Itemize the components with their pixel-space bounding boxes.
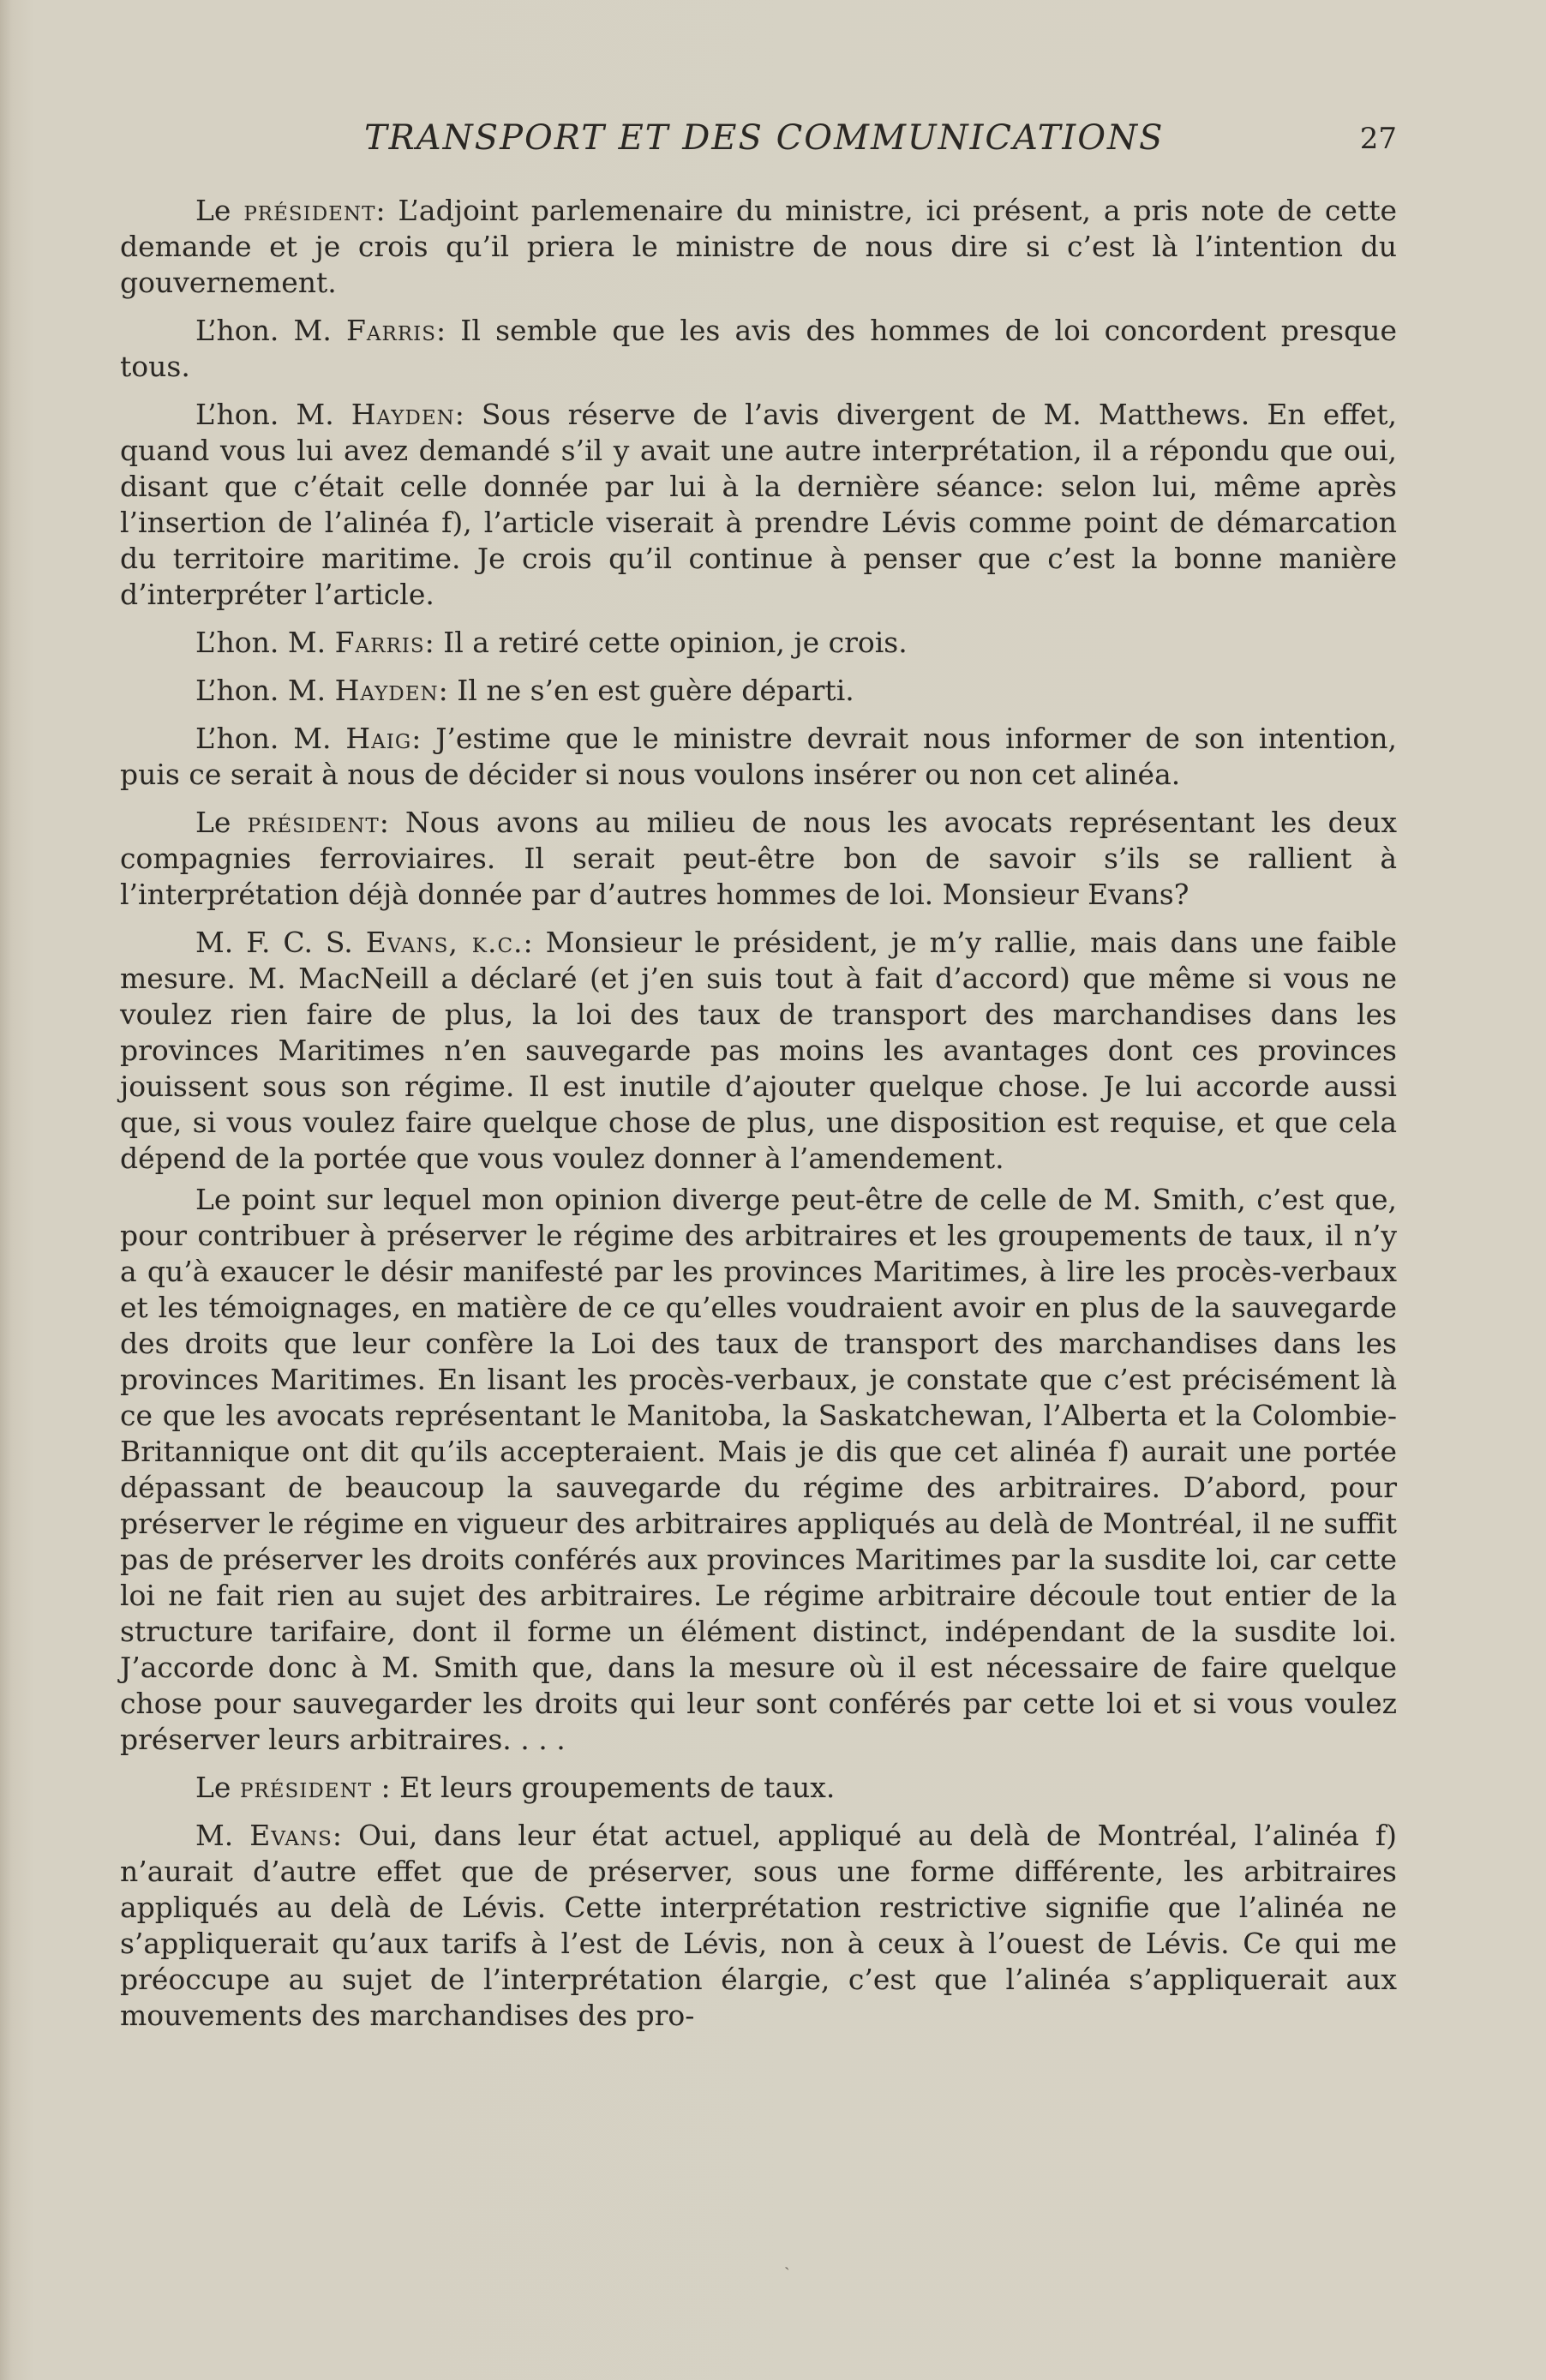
page-number: 27 xyxy=(1359,122,1397,156)
paragraph xyxy=(120,313,1397,385)
speaker-prefix: L’hon. M. xyxy=(195,626,335,659)
paragraph xyxy=(120,1182,1397,1758)
speaker-name: Farris xyxy=(334,626,425,659)
speaker-prefix: L’hon. M. xyxy=(195,722,346,755)
paragraph xyxy=(120,721,1397,793)
paragraph-text: : Et leurs groupements de taux. xyxy=(372,1771,836,1804)
speaker-prefix: Le xyxy=(195,806,248,839)
speaker-prefix: L’hon. M. xyxy=(195,314,347,347)
paragraph-text: : Il a retiré cette opinion, je crois. xyxy=(424,626,908,659)
paragraph-text: : Sous réserve de l’avis divergent de M. Matthews. En effet, quand vous lui avez demandé s’il y avait une autre interprétation, il a répondu que oui, disant que c’était celle donnée par lui à la dernière séance: selon lui, même après l’insertion de l’alinéa f), l’article viserait à prendre Lévis comme point de démarcation du territoire maritime. Je crois qu’il continue à penser que c’est la bonne manière d’interpréter l’article. xyxy=(120,398,1397,611)
paragraph xyxy=(120,193,1397,301)
speaker-name: Hayden xyxy=(334,674,439,707)
page-header xyxy=(120,118,1397,170)
speaker-name: président xyxy=(243,194,376,227)
paragraph-text: : L’adjoint parlemenaire du ministre, ici présent, a pris note de cette demande et je crois qu’il priera le ministre de nous dire si c’est là l’intention du gouvernement. xyxy=(120,194,1397,299)
paragraph xyxy=(120,1770,1397,1806)
speaker-prefix: M. xyxy=(195,1819,250,1852)
speaker-name: Evans xyxy=(249,1819,333,1852)
paragraph xyxy=(120,1818,1397,2034)
speaker-name: Farris xyxy=(346,314,436,347)
speaker-prefix: Le xyxy=(195,1771,240,1804)
speaker-name: Evans, k.c. xyxy=(365,926,524,959)
paragraph-text: : J’estime que le ministre devrait nous informer de son intention, puis ce serait à nous de décider si nous voulons insérer ou non cet alinéa. xyxy=(120,722,1397,791)
paragraph xyxy=(120,625,1397,661)
paragraph-text: Le point sur lequel mon opinion diverge peut-être de celle de M. Smith, c’est que, pour contribuer à préserver le régime des arbitraires et les groupements de taux, il n’y a qu’à exaucer le désir manifesté par les provinces Maritimes, à lire les procès-verbaux et les témoignages, en matière de ce qu’elles voudraient avoir en plus de la sauvegarde des droits que leur confère la Loi des taux de transport des marchandises dans les provinces Maritimes. En lisant les procès-verbaux, je constate que c’est précisément là ce que les avocats représentant le Manitoba, la Saskatchewan, l’Alberta et la Colombie-Britannique ont dit qu’ils accepteraient. Mais je dis que cet alinéa f) aurait une portée dépassant de beaucoup la sauvegarde du régime des arbitraires. D’abord, pour préserver le régime en vigueur des arbitraires appliqués au delà de Montréal, il ne suffit pas de préserver les droits conférés aux provinces Maritimes par la susdite loi, car cette loi ne fait rien au sujet des arbitraires. Le régime arbitraire découle tout entier de la structure tarifaire, dont il forme un élément distinct, indépendant de la susdite loi. J’accorde donc à M. Smith que, dans la mesure où il est nécessaire de faire quelque chose pour sauvegarder les droits qui leur sont conférés par cette loi et si vous voulez préserver leurs arbitraires. . . . xyxy=(120,1183,1397,1756)
paragraph-text: : Il semble que les avis des hommes de loi concordent presque tous. xyxy=(120,314,1397,383)
paragraph xyxy=(120,397,1397,613)
speaker-prefix: Le xyxy=(195,194,244,227)
speaker-prefix: L’hon. M. xyxy=(195,674,335,707)
body-text xyxy=(120,193,1397,2046)
speaker-prefix: M. F. C. S. xyxy=(195,926,366,959)
speaker-name: Hayden xyxy=(351,398,455,431)
paragraph-text: : Monsieur le président, je m’y rallie, mais dans une faible mesure. M. MacNeill a déclaré (et j’en suis tout à fait d’accord) que même si vous ne voulez rien faire de plus, la loi des taux de transport des marchandises dans les provinces Maritimes n’en sauvegarde pas moins les avantages dont ces provinces jouissent sous son régime. Il est inutile d’ajouter quelque chose. Je lui accorde aussi que, si vous voulez faire quelque chose de plus, une disposition est requise, et que cela dépend de la portée que vous voulez donner à l’amendement. xyxy=(120,926,1397,1175)
paragraph-text: : Il ne s’en est guère départi. xyxy=(438,674,854,707)
speaker-name: président xyxy=(247,806,380,839)
speaker-name: président xyxy=(239,1771,373,1804)
running-title: TRANSPORT ET DES COMMUNICATIONS xyxy=(364,118,1165,158)
paragraph xyxy=(120,805,1397,913)
speaker-name: Haig xyxy=(345,722,412,755)
print-speck: ˎ xyxy=(784,2250,790,2270)
paragraph xyxy=(120,673,1397,709)
speaker-prefix: L’hon. M. xyxy=(195,398,351,431)
paragraph xyxy=(120,925,1397,1177)
paragraph-text: : Oui, dans leur état actuel, appliqué au delà de Montréal, l’alinéa f) n’aurait d’autre effet que de préserver, sous une forme différente, les arbitraires appliqués au delà de Lévis. Cette interprétation restrictive signifie que l’alinéa ne s’appliquerait qu’aux tarifs à l’est de Lévis, non à ceux à l’ouest de Lévis. Ce qui me préoccupe au sujet de l’interprétation élargie, c’est que l’alinéa s’appliquerait aux mouvements des marchandises des pro- xyxy=(120,1819,1397,2032)
paragraph-text: : Nous avons au milieu de nous les avocats représentant les deux compagnies ferroviaires. Il serait peut-être bon de savoir s’ils se rallient à l’interprétation déjà donnée par d’autres hommes de loi. Monsieur Evans? xyxy=(120,806,1397,911)
